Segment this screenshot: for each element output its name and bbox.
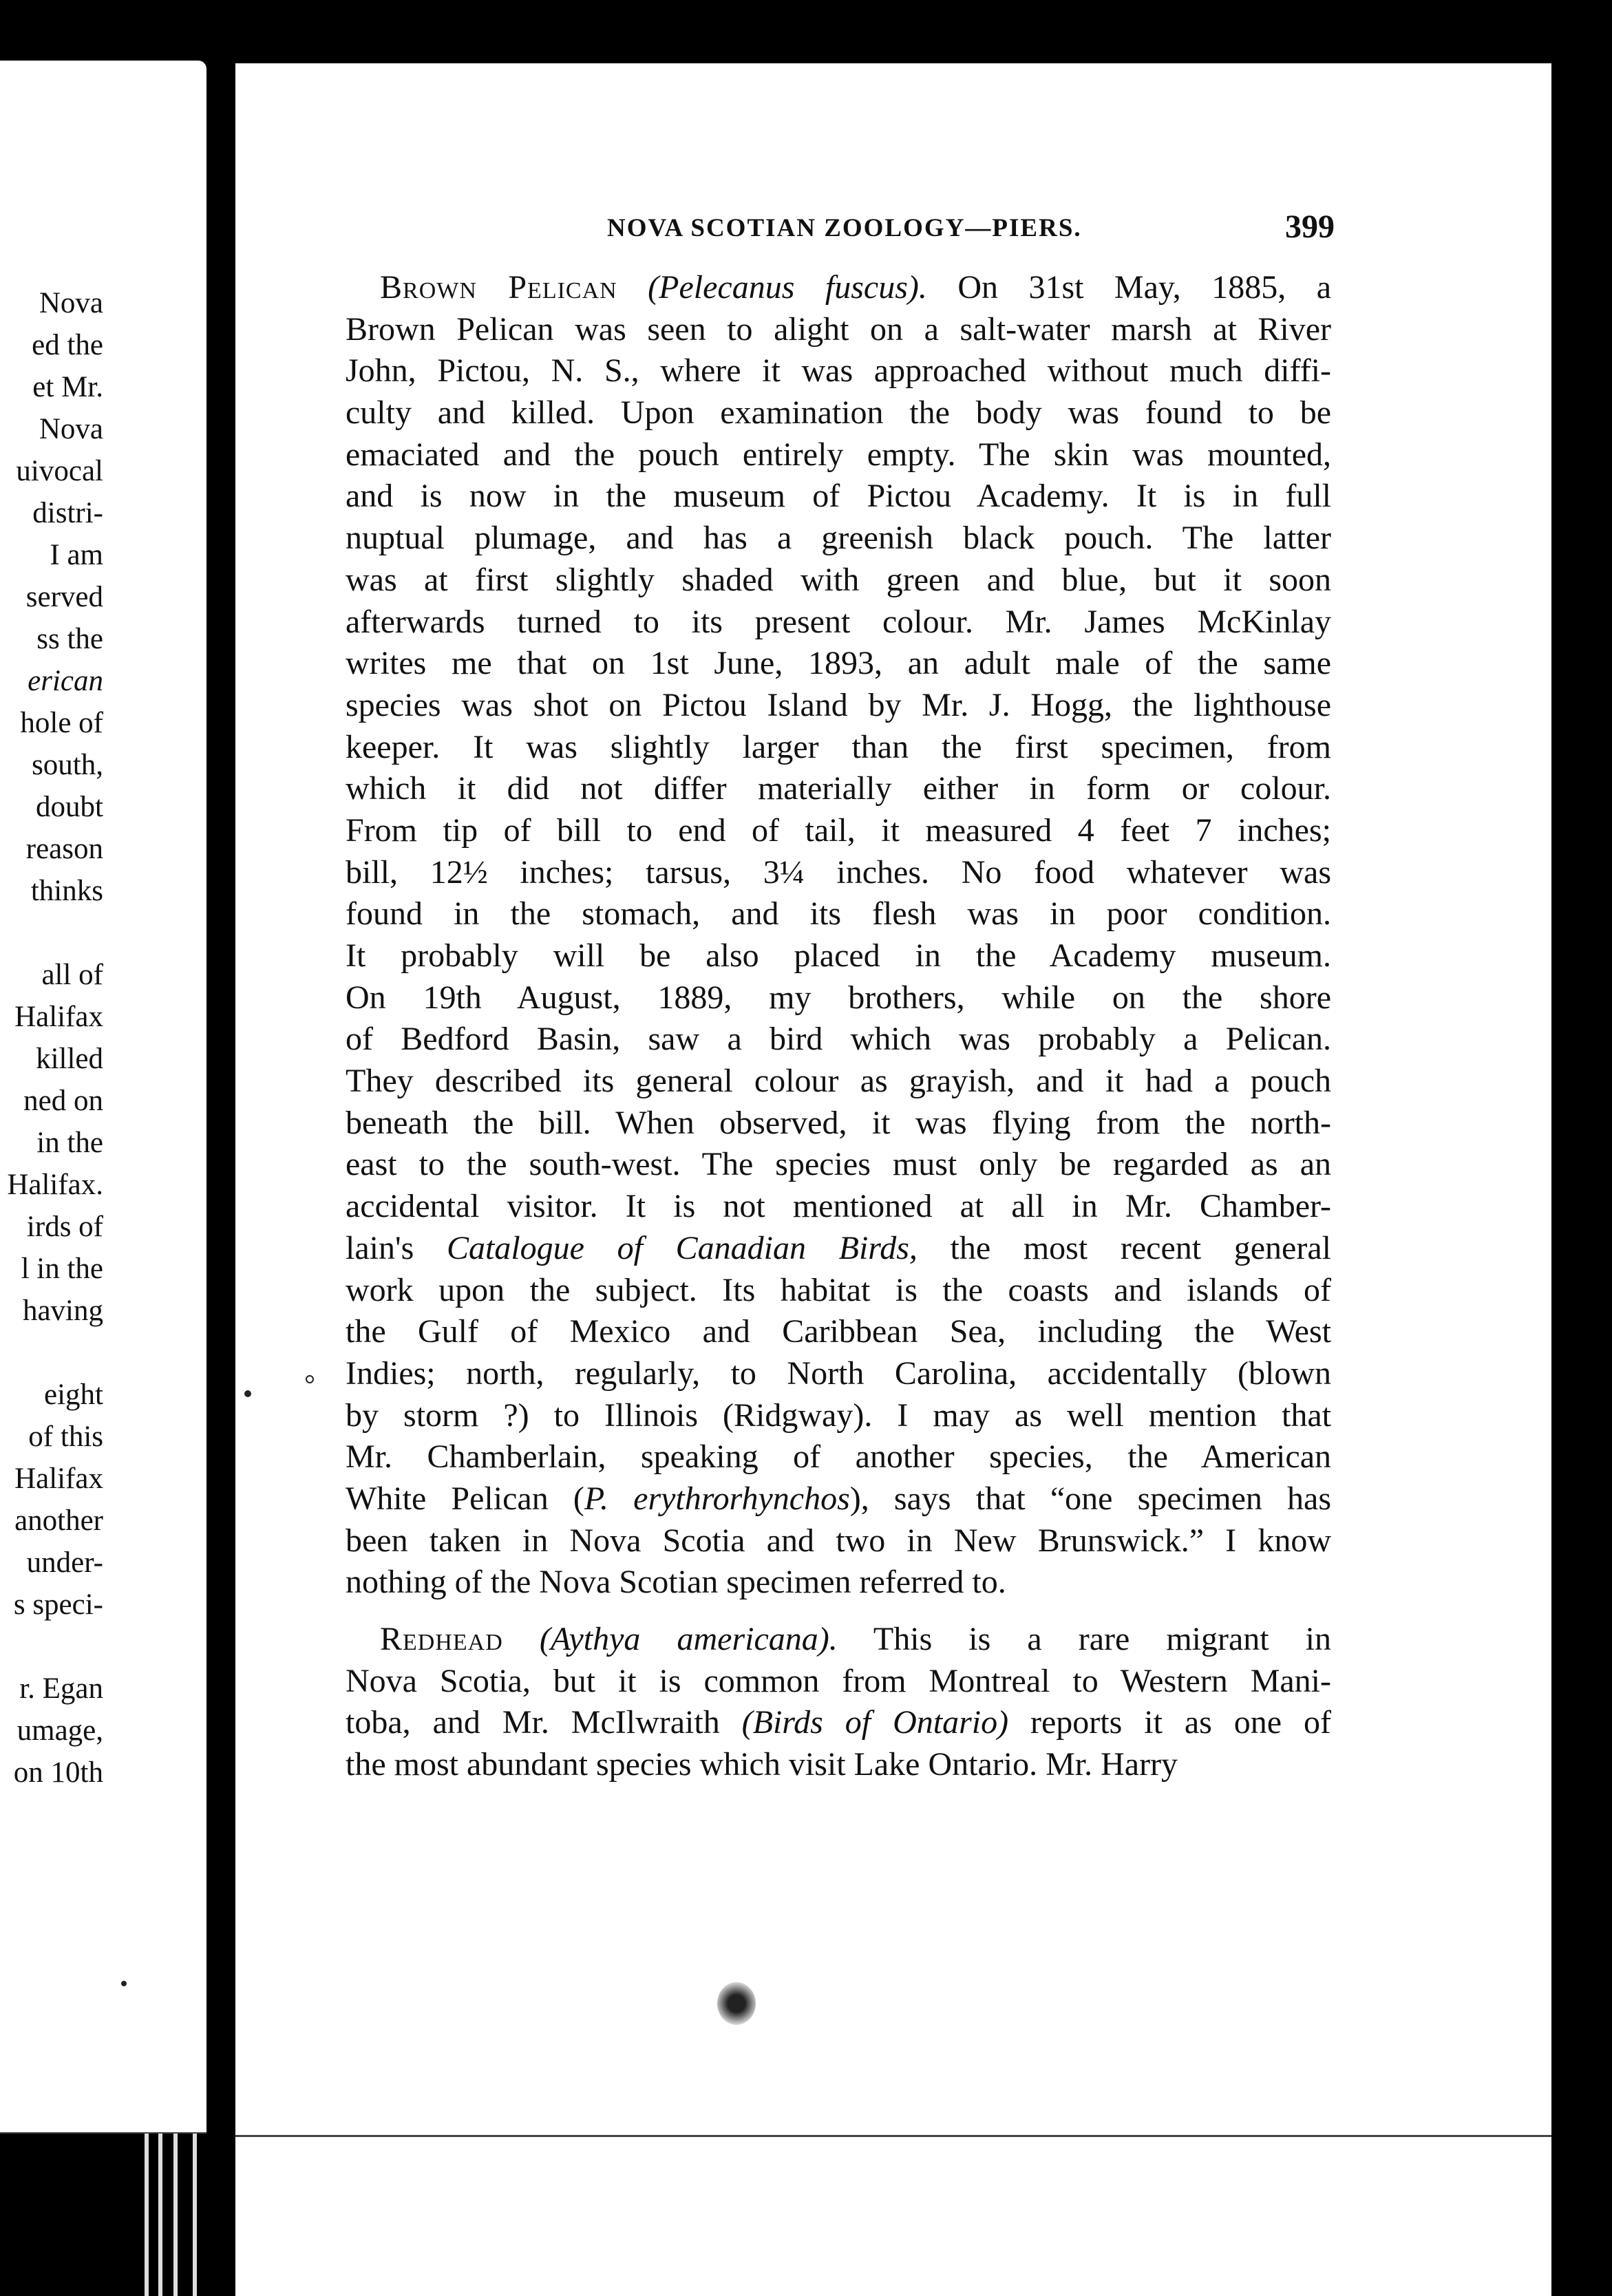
previous-page-line: irds of <box>26 1211 103 1243</box>
speck <box>244 1390 251 1397</box>
text-line: species was shot on Pictou Island by Mr. J. Hogg, the lighthouse <box>346 686 1331 723</box>
previous-page-line: Nova <box>39 287 103 319</box>
text-line: the most abundant species which visit Lake Ontario. Mr. Harry <box>346 1746 1178 1783</box>
text-line: was at first slightly shaded with green and blue, but it soon <box>346 561 1331 598</box>
text-line: Brown Pelican was seen to alight on a salt-water marsh at River <box>346 310 1331 348</box>
previous-page-line: et Mr. <box>32 371 103 403</box>
previous-page-line: ss the <box>36 623 103 655</box>
text-line: and is now in the museum of Pictou Academy. It is in full <box>346 478 1331 515</box>
text-line: writes me that on 1st June, 1893, an adult male of the same <box>346 645 1331 682</box>
page-edge-marks <box>138 2134 220 2296</box>
page-number: 399 <box>1285 209 1335 245</box>
previous-page-line: umage, <box>17 1714 103 1747</box>
text-line: Redhead (Aythya americana). This is a rare migrant in <box>380 1621 1332 1657</box>
text-line: culty and killed. Upon examination the body was found to be <box>346 394 1331 432</box>
text-line: Indies; north, regularly, to North Carolina, accidentally (blown <box>346 1354 1331 1392</box>
previous-page-line: ed the <box>32 329 103 361</box>
text-line: Mr. Chamberlain, speaking of another species, the American <box>346 1438 1331 1476</box>
body-text <box>346 267 1331 1786</box>
text-line: It probably will be also placed in the Academy museum. <box>346 937 1331 974</box>
previous-page-line: s speci- <box>13 1588 103 1621</box>
previous-page-line: r. Egan <box>19 1672 103 1705</box>
previous-page-line: uivocal <box>16 455 103 487</box>
text-line: On 19th August, 1889, my brothers, while on the shore <box>346 979 1331 1016</box>
text-line: accidental visitor. It is not mentioned at all in Mr. Chamber- <box>346 1188 1331 1225</box>
previous-page-line: Halifax. <box>7 1169 103 1201</box>
previous-page-line: doubt <box>36 791 103 823</box>
previous-page-line: erican <box>28 665 103 697</box>
text-line: nothing of the Nova Scotian specimen referred to. <box>346 1564 1006 1601</box>
previous-page-text-edge <box>0 282 103 1794</box>
previous-page-line: served <box>25 581 103 613</box>
text-line: bill, 12½ inches; tarsus, 3¼ inches. No food whatever was <box>346 853 1331 891</box>
text-line: From tip of bill to end of tail, it measured 4 feet 7 inches; <box>346 811 1331 849</box>
previous-page-line <box>0 1626 103 1668</box>
previous-page-line <box>0 1332 103 1374</box>
previous-page-line: eight <box>44 1379 103 1411</box>
text-line: emaciated and the pouch entirely empty. The skin was mounted, <box>346 436 1331 473</box>
text-line: east to the south-west. The species must only be regarded as an <box>346 1146 1331 1183</box>
text-line: Nova Scotia, but it is common from Montreal to Western Mani- <box>346 1662 1331 1699</box>
previous-page-fragment <box>0 61 206 2134</box>
ink-blot <box>717 1982 756 2025</box>
previous-page-line: reason <box>25 833 103 865</box>
previous-page-line: on 10th <box>13 1756 103 1789</box>
previous-page-line: hole of <box>20 707 103 739</box>
text-line: found in the stomach, and its flesh was in poor condition. <box>346 895 1331 933</box>
previous-page-line: having <box>22 1295 103 1327</box>
text-line: toba, and Mr. McIlwraith (Birds of Ontario) reports it as one of <box>346 1704 1331 1741</box>
previous-page-line: of this <box>28 1421 103 1453</box>
page-bottom-rule <box>235 2135 1551 2137</box>
text-line: keeper. It was slightly larger than the first specimen, from <box>346 728 1331 765</box>
previous-page-line: south, <box>32 749 103 781</box>
text-line: White Pelican (P. erythrorhynchos), says that “one specimen has <box>346 1480 1332 1517</box>
text-line: by storm ?) to Illinois (Ridgway). I may as well mention that <box>346 1396 1331 1434</box>
previous-page-line <box>0 912 103 954</box>
previous-page-line: I am <box>50 539 103 571</box>
running-head: NOVA SCOTIAN ZOOLOGY—PIERS. <box>607 214 1082 242</box>
previous-page-line: Nova <box>39 413 103 445</box>
text-line: beneath the bill. When observed, it was flying from the north- <box>346 1104 1331 1141</box>
text-line: been taken in Nova Scotia and two in New Brunswick.” I know <box>346 1522 1331 1559</box>
previous-page-line: l in the <box>21 1253 103 1285</box>
text-line: nuptual plumage, and has a greenish black pouch. The latter <box>346 520 1331 557</box>
previous-page-line: ned on <box>23 1085 103 1117</box>
text-line: the Gulf of Mexico and Caribbean Sea, including the West <box>346 1313 1331 1350</box>
text-line: They described its general colour as grayish, and it had a pouch <box>346 1063 1331 1100</box>
page-399 <box>235 63 1551 2296</box>
text-line: Brown Pelican (Pelecanus fuscus). On 31st May, 1885, a <box>380 269 1332 306</box>
previous-page-line: killed <box>36 1043 103 1075</box>
previous-page-line: another <box>14 1505 103 1537</box>
previous-page-line: under- <box>26 1546 103 1579</box>
book-gutter <box>206 0 235 2296</box>
speck <box>121 1981 127 1986</box>
previous-page-line: all of <box>41 959 103 991</box>
previous-page-line: distri- <box>32 497 103 529</box>
previous-page-line: thinks <box>30 875 103 907</box>
text-line: which it did not differ materially either in form or colour. <box>346 770 1331 807</box>
previous-page-line: in the <box>36 1127 103 1159</box>
text-line: John, Pictou, N. S., where it was approached without much diffi- <box>346 352 1331 390</box>
previous-page-line: Halifax <box>14 1463 103 1495</box>
text-line: of Bedford Basin, saw a bird which was probably a Pelican. <box>346 1021 1331 1058</box>
previous-page-line: Halifax <box>14 1001 103 1033</box>
speck <box>306 1375 314 1383</box>
text-line: lain's Catalogue of Canadian Birds, the most recent general <box>346 1229 1331 1266</box>
text-line: afterwards turned to its present colour. Mr. James McKinlay <box>346 603 1331 640</box>
text-line: work upon the subject. Its habitat is the coasts and islands of <box>346 1271 1331 1308</box>
